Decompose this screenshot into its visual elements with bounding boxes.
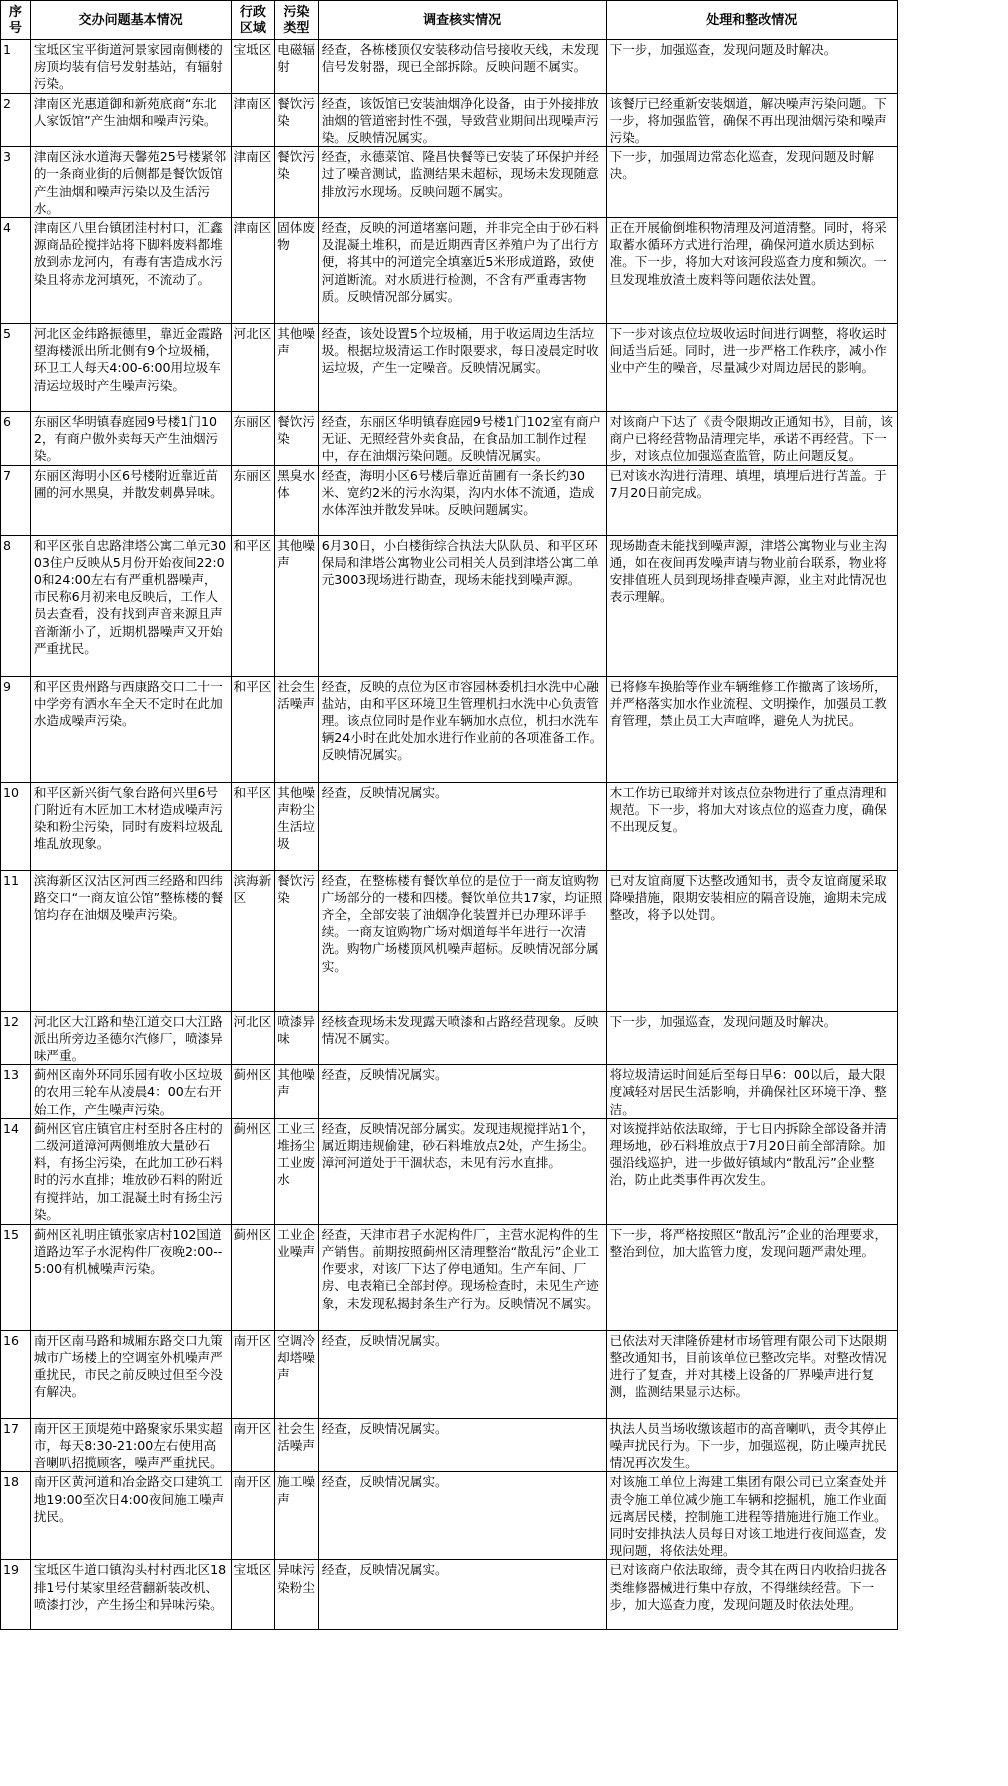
cell-survey: 6月30日，小白楼街综合执法大队队员、和平区环保局和津塔公寓物业公司相关人员到津塔公寓二单元3003现场进行勘查，现场未能找到噪声源。 [318, 535, 606, 676]
cell-problem: 南开区黄河道和冶金路交口建筑工地19:00至次日4:00夜间施工噪声扰民。 [30, 1472, 231, 1560]
cell-type: 其他噪声 [275, 324, 319, 412]
cell-area: 宝坻区 [231, 40, 275, 94]
table-row [1, 218, 898, 324]
table-row [1, 1472, 898, 1560]
cell-survey: 经查，天津市君子水泥构件厂，主营水泥构件的生产销售。前期按照蓟州区清理整治“散乱污”企业工作要求，对该厂下达了停电通知。生产车间、厂房、电表箱已全部封停。现场检查时，未见生产迹象，未发现私揭封条生产行为。反映情况不属实。 [318, 1224, 606, 1330]
cell-handling: 下一步，加强周边常态化巡查，发现问题及时解决。 [606, 147, 897, 218]
cell-area: 河北区 [231, 1011, 275, 1065]
cell-survey: 经查，在整栋楼有餐饮单位的是位于一商友谊购物广场部分的一楼和四楼。餐饮单位共17家，均证照齐全，全部安装了油烟净化装置并已办理环评手续。一商友谊购物广场对烟道每半年进行一次清洗。购物广场楼顶风机噪声超标。反映情况部分属实。 [318, 870, 606, 1011]
cell-problem: 津南区泳水道海天馨苑25号楼紧邻的一条商业街的后侧都是餐饮饭馆产生油烟和噪声污染以及生活污水。 [30, 147, 231, 218]
cell-area: 蓟州区 [231, 1224, 275, 1330]
cell-problem: 宝坻区牛道口镇沟头村村西北区18排1号付某家里经营翻新装改机、喷漆打沙，产生扬尘和异味污染。 [30, 1560, 231, 1630]
table-row [1, 1065, 898, 1119]
table-row [1, 40, 898, 94]
cell-area: 和平区 [231, 782, 275, 870]
cell-type: 黑臭水体 [275, 465, 319, 535]
cell-handling: 现场勘查未能找到噪声源，津塔公寓物业与业主沟通，如在夜间再发噪声请与物业前台联系，物业将安排值班人员到现场排查噪声源，业主对此情况也表示理解。 [606, 535, 897, 676]
table-row [1, 465, 898, 535]
cell-problem: 和平区张自忠路津塔公寓二单元3003住户反映从5月份开始夜间22:00和24:00左右有严重机器噪声，市民称6月初来电反映后，工作人员去查看，没有找到声音来源且声音渐渐小了，近期机器噪声又开始严重扰民。 [30, 535, 231, 676]
cell-survey: 经查，反映的点位为区市容园林委机扫水洗中心融盐站，由和平区环境卫生管理机扫水洗中心负责管理。该点位同时是作业车辆加水点位，机扫水洗车辆24小时在此处加水进行作业前的各项准备工作。反映情况属实。 [318, 676, 606, 782]
cell-no: 19 [1, 1560, 31, 1630]
cell-handling: 该餐厅已经重新安装烟道，解决噪声污染问题。下一步，将加强监管，确保不再出现油烟污染和噪声污染。 [606, 93, 897, 147]
cell-handling: 已对该商户依法取缔，责令其在两日内收拾归拢各类维修器械进行集中存放，不得继续经营。下一步，加大巡查力度，发现问题及时依法处理。 [606, 1560, 897, 1630]
cell-type: 餐饮污染 [275, 93, 319, 147]
cell-area: 和平区 [231, 535, 275, 676]
cell-problem: 河北区大江路和垫江道交口大江路派出所旁边圣德尔汽修厂，喷漆异味严重。 [30, 1011, 231, 1065]
cell-no: 6 [1, 412, 31, 466]
cell-survey: 经查，反映的河道堵塞问题，并非完全由于砂石料及混凝土堆积，而是近期西青区养殖户为了出行方便，将其中的河道完全填塞近5米形成道路，致使河道断流。对水质进行检测，不含有严重毒害物质。反映情况部分属实。 [318, 218, 606, 324]
cell-handling: 木工作坊已取缔并对该点位杂物进行了重点清理和规范。下一步，将加大对该点位的巡查力度，确保不出现反复。 [606, 782, 897, 870]
cell-area: 津南区 [231, 218, 275, 324]
cell-type: 电磁辐射 [275, 40, 319, 94]
cell-area: 滨海新区 [231, 870, 275, 1011]
cell-no: 8 [1, 535, 31, 676]
cell-area: 东丽区 [231, 412, 275, 466]
cell-survey: 经查，反映情况属实。 [318, 1065, 606, 1119]
header-handling: 处理和整改情况 [606, 1, 897, 40]
cell-no: 12 [1, 1011, 31, 1065]
cell-no: 13 [1, 1065, 31, 1119]
cell-type: 空调冷却塔噪声 [275, 1330, 319, 1418]
cell-type: 其他噪声 [275, 1065, 319, 1119]
header-problem: 交办问题基本情况 [30, 1, 231, 40]
cell-survey: 经查，海明小区6号楼后靠近苗圃有一条长约30米、宽约2米的污水沟渠，沟内水体不流通，造成水体浑浊并散发异味。反映问题属实。 [318, 465, 606, 535]
cell-problem: 和平区新兴街气象台路何兴里6号门附近有木匠加工木材造成噪声污染和粉尘污染，同时有废料垃圾乱堆乱放现象。 [30, 782, 231, 870]
cell-no: 11 [1, 870, 31, 1011]
cell-area: 南开区 [231, 1330, 275, 1418]
cell-handling: 已依法对天津隆侨建材市场管理有限公司下达限期整改通知书，目前该单位已整改完毕。对整改情况进行了复查，并对其楼上设备的厂界噪声进行复测，监测结果显示达标。 [606, 1330, 897, 1418]
header-type: 污染类型 [275, 1, 319, 40]
cell-area: 河北区 [231, 324, 275, 412]
header-no: 序号 [1, 1, 31, 40]
cell-handling: 对该施工单位上海建工集团有限公司已立案查处并责令施工单位减少施工车辆和挖掘机，施工作业面远离居民楼，控制施工进程等措施进行施工作业。同时安排执法人员每日对该工地进行夜间巡查，发现问题，将依法处理。 [606, 1472, 897, 1560]
cell-area: 蓟州区 [231, 1065, 275, 1119]
table-row [1, 1418, 898, 1472]
cell-area: 南开区 [231, 1418, 275, 1472]
cell-type: 施工噪声 [275, 1472, 319, 1560]
cell-survey: 经查，反映情况属实。 [318, 782, 606, 870]
cell-no: 3 [1, 147, 31, 218]
cell-survey: 经查，反映情况属实。 [318, 1560, 606, 1630]
cell-type: 社会生活噪声 [275, 1418, 319, 1472]
cell-area: 宝坻区 [231, 1560, 275, 1630]
cell-area: 东丽区 [231, 465, 275, 535]
cell-type: 其他噪声粉尘生活垃圾 [275, 782, 319, 870]
cell-survey: 经核查现场未发现露天喷漆和占路经营现象。反映情况不属实。 [318, 1011, 606, 1065]
cell-survey: 经查，永德菜馆、隆昌快餐等已安装了环保护并经过了噪音测试，监测结果未超标，现场未发现随意排放污水现场。反映问题不属实。 [318, 147, 606, 218]
cell-handling: 正在开展偷倒堆积物清理及河道清整。同时，将采取蓄水循环方式进行治理，确保河道水质达到标准。下一步，将加大对该河段巡查力度和频次。一旦发现堆放渣土废料等问题依法处置。 [606, 218, 897, 324]
cell-no: 10 [1, 782, 31, 870]
table-body [1, 40, 898, 1630]
cell-no: 17 [1, 1418, 31, 1472]
cell-survey: 经查，该饭馆已安装油烟净化设备，由于外接排放油烟的管道密封性不强，导致营业期间出现噪声污染。反映情况属实。 [318, 93, 606, 147]
table-row [1, 782, 898, 870]
cell-type: 餐饮污染 [275, 870, 319, 1011]
cell-problem: 津南区光惠道御和新苑底商“东北人家饭馆”产生油烟和噪声污染。 [30, 93, 231, 147]
cell-no: 18 [1, 1472, 31, 1560]
cell-problem: 和平区贵州路与西康路交口二十一中学旁有洒水车全天不定时在此加水造成噪声污染。 [30, 676, 231, 782]
cell-no: 5 [1, 324, 31, 412]
cell-no: 9 [1, 676, 31, 782]
cell-no: 16 [1, 1330, 31, 1418]
cell-problem: 津南区八里台镇团洼村村口，汇鑫源商品砼搅拌站将下脚料废料都堆放到赤龙河内，有毒有害造成水污染且将赤龙河填死，不流动了。 [30, 218, 231, 324]
header-survey: 调查核实情况 [318, 1, 606, 40]
cell-area: 津南区 [231, 147, 275, 218]
cell-area: 和平区 [231, 676, 275, 782]
table-row [1, 147, 898, 218]
cell-survey: 经查，反映情况属实。 [318, 1330, 606, 1418]
cell-type: 喷漆异味 [275, 1011, 319, 1065]
cell-no: 4 [1, 218, 31, 324]
cell-no: 14 [1, 1118, 31, 1224]
cell-handling: 已将修车换胎等作业车辆维修工作撤离了该场所，并严格落实加水作业流程、文明操作，加强员工教育管理，禁止员工大声喧哗，避免人为扰民。 [606, 676, 897, 782]
cell-no: 15 [1, 1224, 31, 1330]
cell-survey: 经查，该处设置5个垃圾桶，用于收运周边生活垃圾。根据垃圾清运工作时限要求，每日凌晨定时收运垃圾，产生一定噪音。反映情况属实。 [318, 324, 606, 412]
cell-area: 南开区 [231, 1472, 275, 1560]
cell-problem: 蓟州区南外环同乐园有收小区垃圾的农用三轮车从凌晨4：00左右开始工作，产生噪声污染。 [30, 1065, 231, 1119]
cell-area: 津南区 [231, 93, 275, 147]
cell-handling: 执法人员当场收缴该超市的高音喇叭，责令其停止噪声扰民行为。下一步，加强巡视，防止噪声扰民情况再次发生。 [606, 1418, 897, 1472]
table-row [1, 1560, 898, 1630]
cell-survey: 经查，反映情况属实。 [318, 1418, 606, 1472]
cell-survey: 经查，各栋楼顶仅安装移动信号接收天线，未发现信号发射器，现已全部拆除。反映问题不属实。 [318, 40, 606, 94]
cell-type: 固体废物 [275, 218, 319, 324]
table-row [1, 1330, 898, 1418]
cell-handling: 下一步，加强巡查，发现问题及时解决。 [606, 1011, 897, 1065]
table-header-row [1, 1, 898, 40]
cell-handling: 下一步对该点位垃圾收运时间进行调整，将收运时间适当后延。同时，进一步严格工作秩序，减小作业中产生的噪音，尽量减少对周边居民的影响。 [606, 324, 897, 412]
cell-handling: 已对友谊商厦下达整改通知书，责令友谊商厦采取降噪措施，限期安装相应的隔音设施，逾期未完成整改，将予以处罚。 [606, 870, 897, 1011]
cell-problem: 蓟州区礼明庄镇张家店村102国道道路边军子水泥构件厂夜晚2:00--5:00有机械噪声污染。 [30, 1224, 231, 1330]
table-row [1, 870, 898, 1011]
cell-handling: 下一步，加强巡查，发现问题及时解决。 [606, 40, 897, 94]
table-row [1, 1224, 898, 1330]
table-row [1, 676, 898, 782]
cell-problem: 东丽区华明镇春庭园9号楼1门102，有商户傲外卖每天产生油烟污染。 [30, 412, 231, 466]
cell-problem: 南开区王顶堤苑中路聚家乐果实超市，每天8:30-21:00左右使用高音喇叭招揽顾客，噪声严重扰民。 [30, 1418, 231, 1472]
cell-handling: 下一步，将严格按照区“散乱污”企业的治理要求，整治到位，加大监管力度，发现问题严肃处理。 [606, 1224, 897, 1330]
cell-survey: 经查，反映情况部分属实。发现违规搅拌站1个，属近期违规偷建，砂石料堆放点2处，产生扬尘。漳河河道处于干涸状态，未见有污水直排。 [318, 1118, 606, 1224]
cell-survey: 经查，东丽区华明镇春庭园9号楼1门102室有商户无证、无照经营外卖食品，在食品加工制作过程中，存在油烟污染问题。反映情况属实。 [318, 412, 606, 466]
header-area: 行政区域 [231, 1, 275, 40]
cell-problem: 东丽区海明小区6号楼附近靠近苗圃的河水黑臭，并散发刺鼻异味。 [30, 465, 231, 535]
cell-type: 社会生活噪声 [275, 676, 319, 782]
cell-no: 1 [1, 40, 31, 94]
cell-handling: 已对该水沟进行清理、填埋，填埋后进行苫盖。于7月20日前完成。 [606, 465, 897, 535]
cell-survey: 经查，反映情况属实。 [318, 1472, 606, 1560]
table-row [1, 535, 898, 676]
cell-type: 餐饮污染 [275, 147, 319, 218]
table-row [1, 412, 898, 466]
table-row [1, 1011, 898, 1065]
cell-type: 异味污染粉尘 [275, 1560, 319, 1630]
cell-handling: 对该商户下达了《责令限期改正通知书》，目前，该商户已将经营物品清理完毕，承诺不再经营。下一步，对该点位加强巡查监管，防止问题反复。 [606, 412, 897, 466]
cell-no: 2 [1, 93, 31, 147]
table-row [1, 1118, 898, 1224]
cell-type: 其他噪声 [275, 535, 319, 676]
cell-problem: 河北区金纬路振德里，靠近金霞路望海楼派出所北侧有9个垃圾桶，环卫工人每天4:00-6:00用垃圾车清运垃圾时产生噪声污染。 [30, 324, 231, 412]
cell-handling: 对该搅拌站依法取缔，于七日内拆除全部设备并清理场地，砂石料堆放点于7月20日前全部清除。加强沿线巡护，进一步做好镇域内“散乱污”企业整治，防止此类事件再次发生。 [606, 1118, 897, 1224]
cell-problem: 南开区南马路和城厢东路交口九策城市广场楼上的空调室外机噪声严重扰民，市民之前反映过但至今没有解决。 [30, 1330, 231, 1418]
table-row [1, 324, 898, 412]
cell-area: 蓟州区 [231, 1118, 275, 1224]
cell-type: 工业三堆扬尘工业废水 [275, 1118, 319, 1224]
cell-handling: 将垃圾清运时间延后至每日早6：00以后，最大限度减轻对居民生活影响，并确保社区环境干净、整洁。 [606, 1065, 897, 1119]
cell-no: 7 [1, 465, 31, 535]
table-row [1, 93, 898, 147]
cell-problem: 宝坻区宝平街道河景家园南侧楼的房顶均装有信号发射基站，有辐射污染。 [30, 40, 231, 94]
cell-type: 餐饮污染 [275, 412, 319, 466]
cell-type: 工业企业噪声 [275, 1224, 319, 1330]
cell-problem: 蓟州区官庄镇官庄村至肘各庄村的二级河道漳河两侧堆放大量砂石料，有扬尘污染，在此加工砂石料时的污水直排；堆放砂石料的附近有搅拌站，加工混凝土时有扬尘污染。 [30, 1118, 231, 1224]
cell-problem: 滨海新区汉沽区河西三经路和四纬路交口“一商友谊公馆”整栋楼的餐馆均存在油烟及噪声污染。 [30, 870, 231, 1011]
